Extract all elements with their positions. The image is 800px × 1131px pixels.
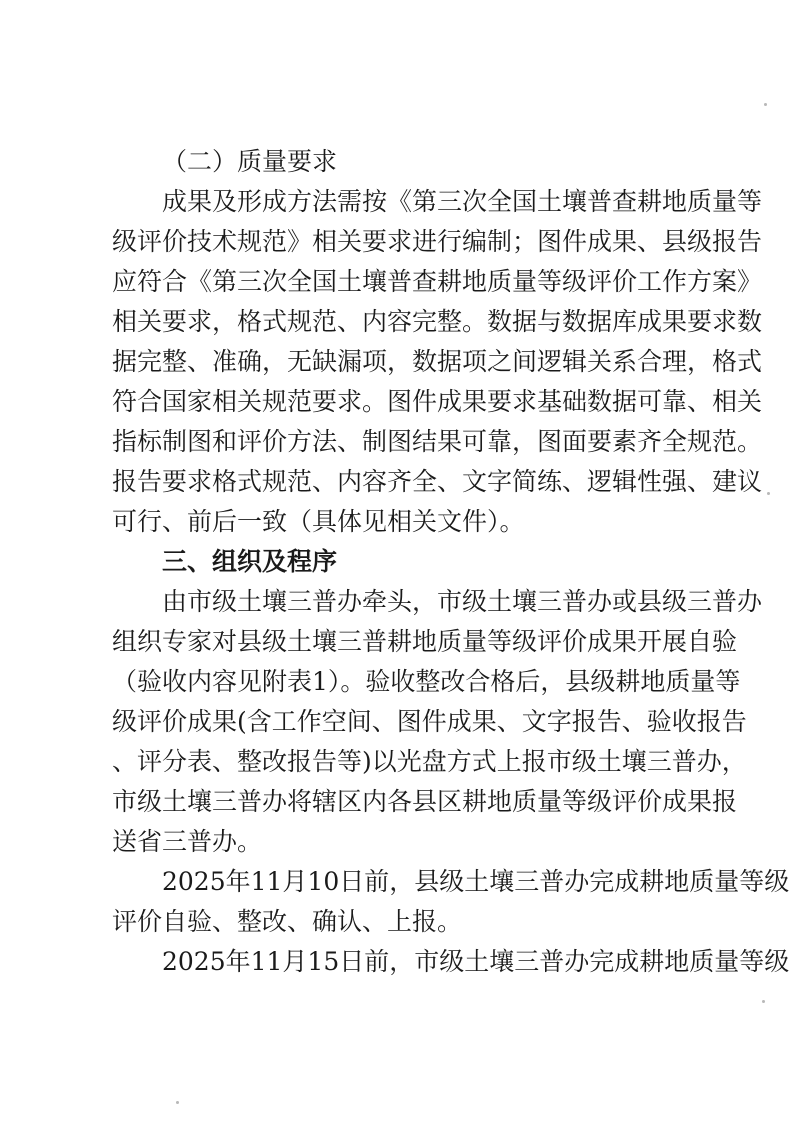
paragraph-line: 评价自验、整改、确认、上报。 — [112, 907, 463, 936]
paragraph-line: 市级土壤三普办将辖区内各县区耕地质量等级评价成果报 — [112, 787, 738, 816]
paragraph-line: 符合国家相关规范要求。图件成果要求基础数据可靠、相关 — [112, 387, 763, 416]
paragraph-line: 据完整、准确，无缺漏项，数据项之间逻辑关系合理，格式 — [112, 347, 763, 376]
scan-speck — [176, 1101, 179, 1104]
paragraph-line: 组织专家对县级土壤三普耕地质量等级评价成果开展自验 — [112, 627, 738, 656]
scan-speck — [764, 103, 767, 106]
section-heading-organization-procedure: 三、组织及程序 — [162, 547, 338, 576]
paragraph-line: 级评价成果(含工作空间、图件成果、文字报告、验收报告 — [112, 707, 747, 736]
paragraph-line: 、评分表、整改报告等)以光盘方式上报市级土壤三普办， — [112, 747, 747, 776]
paragraph-line: 2025年11月15日前，市级土壤三普办完成耕地质量等级 — [162, 947, 790, 976]
paragraph-line: 可行、前后一致（具体见相关文件）。 — [112, 507, 525, 536]
scan-speck — [762, 1000, 765, 1003]
paragraph-line: 2025年11月10日前，县级土壤三普办完成耕地质量等级 — [162, 867, 790, 896]
paragraph-line: 应符合《第三次全国土壤普查耕地质量等级评价工作方案》 — [112, 267, 763, 296]
paragraph-line: 级评价技术规范》相关要求进行编制；图件成果、县级报告 — [112, 227, 763, 256]
paragraph-line: 报告要求格式规范、内容齐全、文字简练、逻辑性强、建议 — [112, 467, 763, 496]
paragraph-line: 由市级土壤三普办牵头，市级土壤三普办或县级三普办 — [162, 587, 763, 616]
section-subheading-quality-requirements: （二）质量要求 — [162, 147, 338, 176]
paragraph-line: 相关要求，格式规范、内容完整。数据与数据库成果要求数 — [112, 307, 763, 336]
paragraph-line: 成果及形成方法需按《第三次全国土壤普查耕地质量等 — [162, 187, 763, 216]
scan-speck — [767, 492, 770, 495]
paragraph-line: （验收内容见附表1）。验收整改合格后，县级耕地质量等 — [112, 667, 741, 696]
paragraph-line: 指标制图和评价方法、制图结果可靠，图面要素齐全规范。 — [112, 427, 763, 456]
paragraph-line: 送省三普办。 — [112, 827, 263, 856]
